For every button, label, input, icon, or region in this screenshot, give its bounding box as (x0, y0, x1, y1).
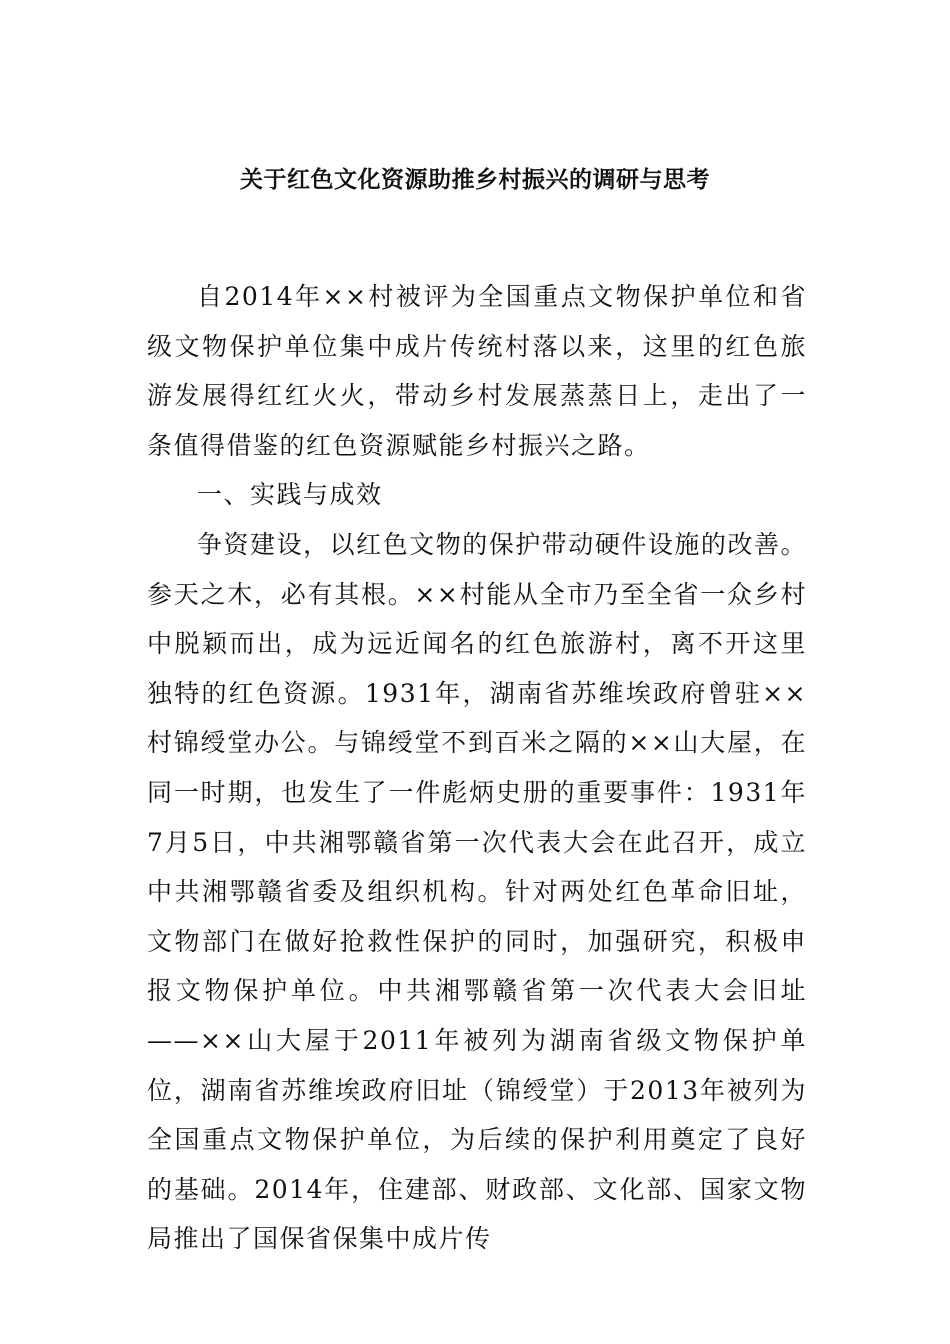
paragraph-intro: 自2014年××村被评为全国重点文物保护单位和省级文物保护单位集中成片传统村落以来，这里的红色旅游发展得红红火火，带动乡村发展蒸蒸日上，走出了一条值得借鉴的红色资源赋能乡村振兴之路。 (147, 282, 807, 460)
paragraph-practice: 争资建设，以红色文物的保护带动硬件设施的改善。参天之木，必有其根。××村能从全市乃至全省一众乡村中脱颖而出，成为远近闻名的红色旅游村，离不开这里独特的红色资源。1931年，湖南省苏维埃政府曾驻××村锦绶堂办公。与锦绶堂不到百米之隔的××山大屋，在同一时期，也发生了一件彪炳史册的重要事件：1931年7月5日，中共湘鄂赣省第一次代表大会在此召开，成立中共湘鄂赣省委及组织机构。针对两处红色革命旧址，文物部门在做好抢救性保护的同时，加强研究，积极申报文物保护单位。中共湘鄂赣省第一次代表大会旧址——××山大屋于2011年被列为湖南省级文物保护单位，湖南省苏维埃政府旧址（锦绶堂）于2013年被列为全国重点文物保护单位，为后续的保护利用奠定了良好的基础。2014年，住建部、财政部、文化部、国家文物局推出了国保省保集中成片传 (147, 529, 807, 1254)
document-title: 关于红色文化资源助推乡村振兴的调研与思考 (240, 166, 710, 193)
section-heading: 一、实践与成效 (197, 480, 383, 510)
document-body (147, 272, 807, 1264)
